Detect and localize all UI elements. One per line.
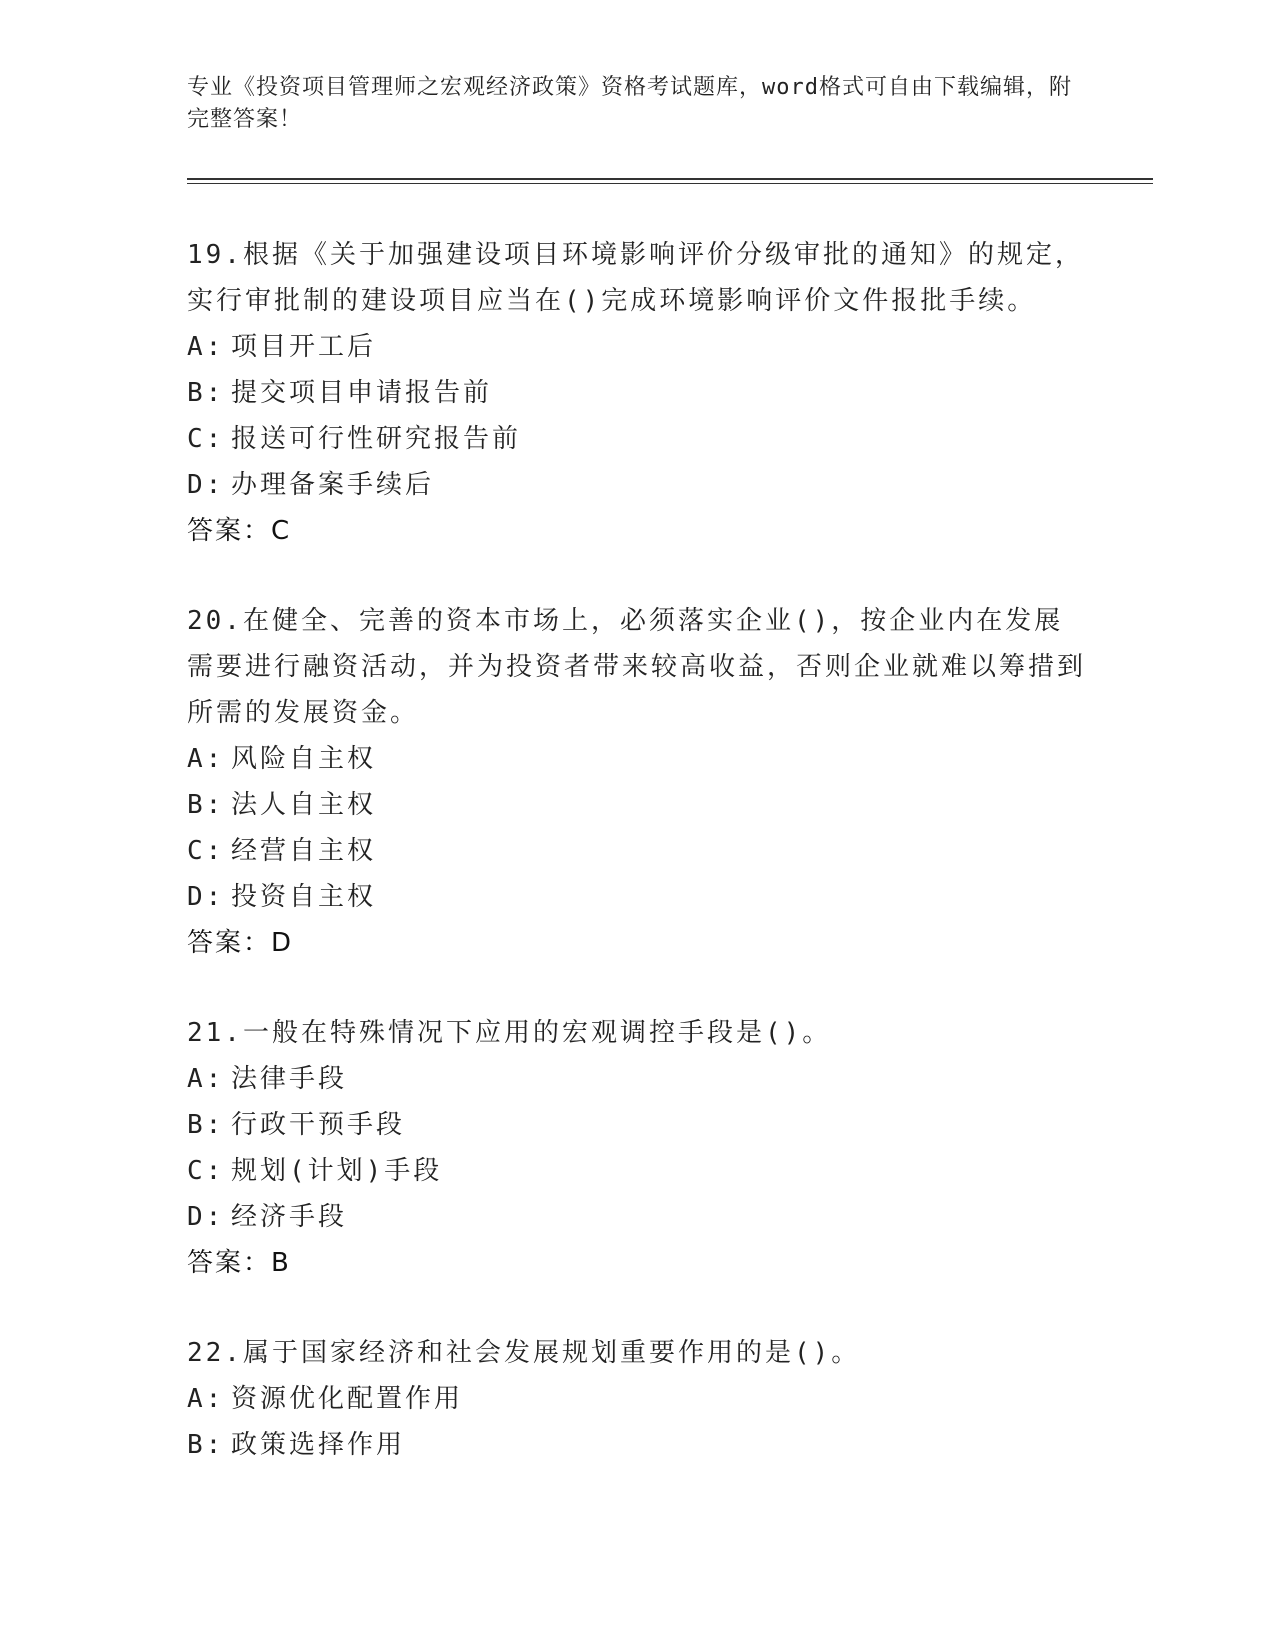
option-text: 投资自主权	[231, 882, 377, 912]
question-stem: 一般在特殊情况下应用的宏观调控手段是()。	[242, 1018, 832, 1048]
option-text: 规划(计划)手段	[231, 1156, 443, 1186]
answer-value: C	[271, 516, 292, 546]
question-number: 19.	[187, 240, 243, 270]
question-stem: 在健全、完善的资本市场上，必须落实企业()，按企业内在发展需要进行融资活动，并为投资者带来较高收益，否则企业就难以筹措到所需的发展资金。	[187, 606, 1087, 728]
option-text: 法律手段	[231, 1064, 348, 1094]
option-letter: C:	[187, 1156, 225, 1186]
option-a	[187, 736, 1087, 782]
answer-line	[187, 1240, 1087, 1286]
option-letter: A:	[187, 744, 225, 774]
answer-value: B	[271, 1248, 291, 1278]
option-b	[187, 1102, 1087, 1148]
option-d	[187, 1194, 1087, 1240]
answer-line	[187, 508, 1087, 554]
option-text: 经营自主权	[231, 836, 377, 866]
option-letter: B:	[187, 378, 225, 408]
question-20	[187, 598, 1087, 966]
option-text: 风险自主权	[231, 744, 377, 774]
question-21	[187, 1010, 1087, 1286]
option-text: 资源优化配置作用	[231, 1384, 464, 1414]
option-letter: A:	[187, 332, 225, 362]
option-a	[187, 324, 1087, 370]
option-b	[187, 1422, 1087, 1468]
option-letter: A:	[187, 1064, 225, 1094]
option-text: 政策选择作用	[231, 1430, 406, 1460]
option-letter: D:	[187, 470, 225, 500]
answer-label: 答案：	[187, 928, 272, 958]
option-letter: D:	[187, 1202, 225, 1232]
answer-label: 答案：	[187, 1248, 272, 1278]
question-19	[187, 232, 1087, 554]
page-header: 专业《投资项目管理师之宏观经济政策》资格考试题库，word格式可自由下载编辑，附完整答案！	[187, 75, 1072, 132]
question-text	[187, 1330, 1087, 1376]
answer-label: 答案：	[187, 516, 272, 546]
question-stem: 根据《关于加强建设项目环境影响评价分级审批的通知》的规定，实行审批制的建设项目应当在()完成环境影响评价文件报批手续。	[187, 240, 1084, 316]
option-d	[187, 462, 1087, 508]
question-number: 20.	[187, 606, 243, 636]
option-letter: B:	[187, 790, 225, 820]
option-text: 办理备案手续后	[231, 470, 435, 500]
question-stem: 属于国家经济和社会发展规划重要作用的是()。	[242, 1338, 861, 1368]
option-b	[187, 370, 1087, 416]
option-letter: B:	[187, 1110, 225, 1140]
option-d	[187, 874, 1087, 920]
question-text	[187, 232, 1087, 324]
option-c	[187, 828, 1087, 874]
question-number: 22.	[187, 1338, 243, 1368]
question-text	[187, 1010, 1087, 1056]
option-text: 项目开工后	[231, 332, 377, 362]
question-list	[187, 232, 1087, 1512]
option-letter: C:	[187, 836, 225, 866]
option-letter: D:	[187, 882, 225, 912]
header-divider	[187, 178, 1153, 180]
option-b	[187, 782, 1087, 828]
question-number: 21.	[187, 1018, 243, 1048]
header-divider-thin	[187, 183, 1153, 184]
question-22	[187, 1330, 1087, 1468]
option-a	[187, 1376, 1087, 1422]
answer-value: D	[271, 928, 294, 958]
option-text: 经济手段	[231, 1202, 348, 1232]
question-text	[187, 598, 1087, 736]
answer-line	[187, 920, 1087, 966]
option-text: 行政干预手段	[231, 1110, 406, 1140]
option-c	[187, 416, 1087, 462]
option-a	[187, 1056, 1087, 1102]
option-letter: C:	[187, 424, 225, 454]
option-letter: B:	[187, 1430, 225, 1460]
option-letter: A:	[187, 1384, 225, 1414]
option-text: 提交项目申请报告前	[231, 378, 493, 408]
option-text: 法人自主权	[231, 790, 377, 820]
option-c	[187, 1148, 1087, 1194]
option-text: 报送可行性研究报告前	[231, 424, 522, 454]
